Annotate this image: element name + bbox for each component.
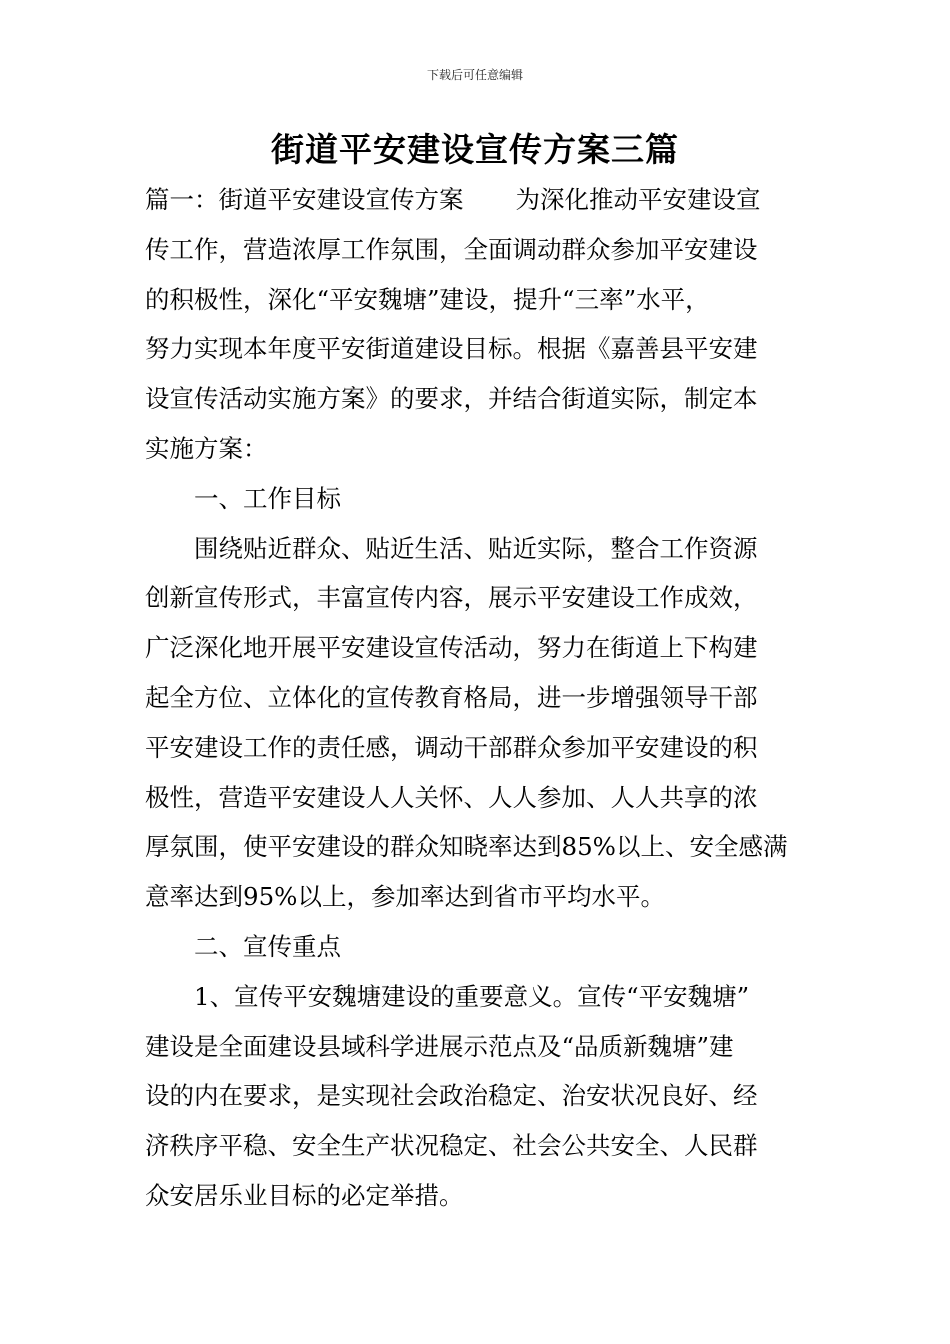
text-line: 1、宣传平安魏塘建设的重要意义。宣传“平安魏塘”	[194, 981, 750, 1011]
text-line: 众安居乐业目标的必定举措。	[145, 1180, 464, 1210]
text-line: 设宣传活动实施方案》的要求，并结合街道实际，制定本	[145, 384, 758, 414]
text-line: 传工作，营造浓厚工作氛围，全面调动群众参加平安建设	[145, 234, 758, 264]
text-line: 意率达到95%以上，参加率达到省市平均水平。	[145, 882, 665, 912]
header-note: 下载后可任意编辑	[426, 68, 523, 82]
text-line: 努力实现本年度平安街道建设目标。根据《嘉善县平安建	[145, 334, 758, 364]
text-line	[145, 175, 807, 225]
text-line: 济秩序平稳、安全生产状况稳定、社会公共安全、人民群	[145, 1131, 758, 1161]
section-heading-pian-one: 篇一：街道平安建设宣传方案	[145, 185, 464, 214]
document-title: 街道平安建设宣传方案三篇	[271, 130, 679, 169]
text-line: 围绕贴近群众、贴近生活、贴近实际，整合工作资源	[194, 533, 758, 563]
text-line: 极性，营造平安建设人人关怀、人人参加、人人共享的浓	[145, 782, 758, 812]
text-span: 为深化推动平安建设宣	[515, 185, 761, 214]
text-line: 的积极性，深化“平安魏塘”建设，提升“三率”水平，	[145, 284, 710, 314]
text-line: 建设是全面建设县域科学进展示范点及“品质新魏塘”建	[145, 1031, 734, 1061]
document-body	[145, 175, 807, 1221]
text-line: 实施方案：	[145, 433, 268, 463]
section-heading-work-goals: 一、工作目标	[194, 483, 341, 513]
text-line: 起全方位、立体化的宣传教育格局，进一步增强领导干部	[145, 682, 758, 712]
text-line: 平安建设工作的责任感，调动干部群众参加平安建设的积	[145, 732, 758, 762]
text-line: 厚氛围，使平安建设的群众知晓率达到85%以上、安全感满	[145, 832, 788, 862]
section-heading-publicity-focus: 二、宣传重点	[194, 931, 341, 961]
text-line: 设的内在要求，是实现社会政治稳定、治安状况良好、经	[145, 1081, 758, 1111]
text-line: 创新宣传形式，丰富宣传内容，展示平安建设工作成效，	[145, 583, 758, 613]
text-line: 广泛深化地开展平安建设宣传活动，努力在街道上下构建	[145, 633, 758, 663]
